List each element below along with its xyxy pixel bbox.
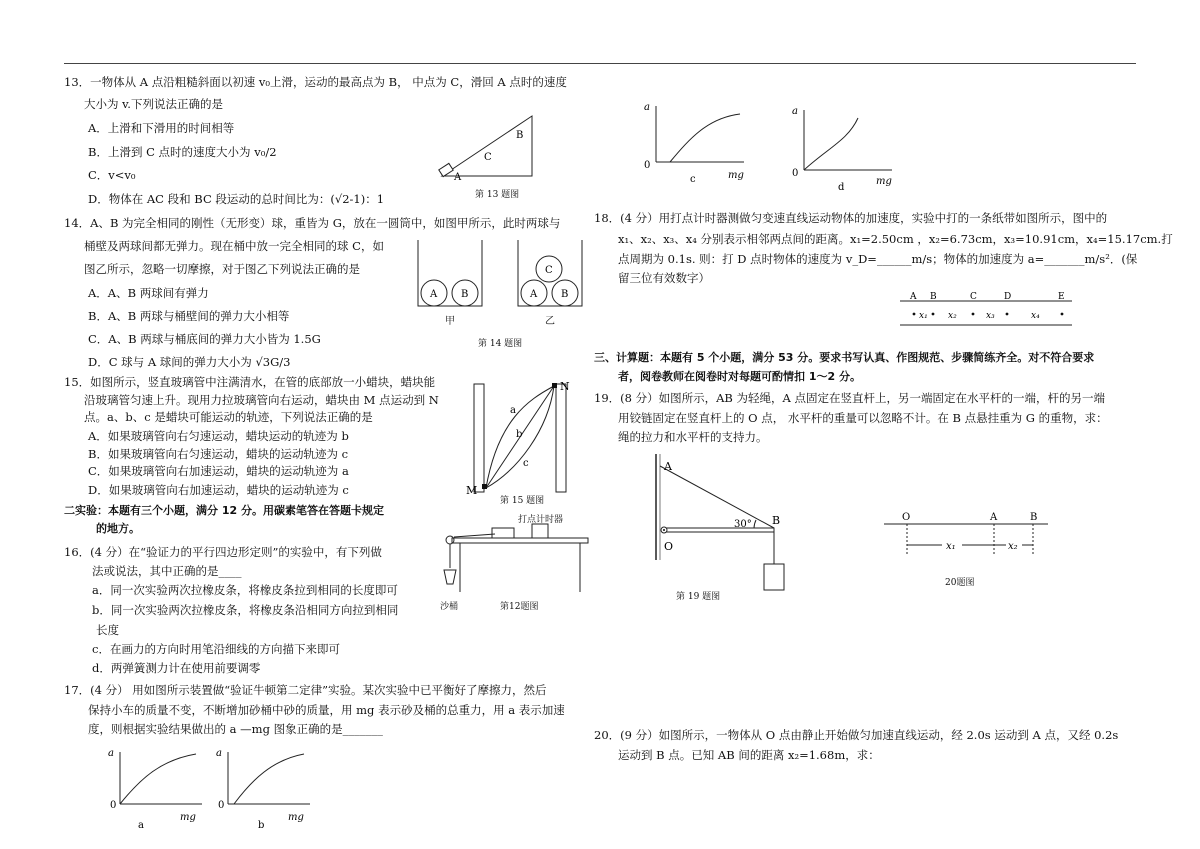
tape-point-b-label: B <box>930 292 937 302</box>
q14-line1: 14．A、B 为完全相同的刚性（无形变）球，重皆为 G，放在一圆筒中，如图甲所示，此时两球与 <box>64 216 561 230</box>
q17-line3: 度，则根据实验结果做出的 a —mg 图象正确的是_______ <box>88 722 383 736</box>
q19-line2: 用铰链固定在竖直杆上的 O 点， 水平杆的重量可以忽略不计。在 B 点悬挂重为 G 的重物，求： <box>618 411 1108 425</box>
q17-graph-c-origin: 0 <box>644 160 651 171</box>
q13-line1: 13．一物体从 A 点沿粗糙斜面以初速 v₀上滑，运动的最高点为 B， 中点为 C，滑回 A 点时的速度 <box>64 75 567 89</box>
q17-graph-d-caption: d <box>838 182 845 193</box>
q17-graph-a-xlabel: mg <box>180 812 196 823</box>
q17-line2: 保持小车的质量不变，不断增加砂桶中砂的质量，用 mg 表示砂及桶的总重力，用 a 表示加速 <box>88 703 565 717</box>
q16-option-b1: b．同一次实验两次拉橡皮条，将橡皮条沿相同方向拉到相同 <box>92 603 399 617</box>
q14-caption: 第 14 题图 <box>478 339 523 349</box>
q13-option-c: C．v<v₀ <box>88 168 136 182</box>
fig20-label-x1: x₁ <box>946 541 956 552</box>
q15-line1: 15．如图所示，竖直玻璃管中注满清水，在管的底部放一小蜡块，蜡块能 <box>64 375 436 389</box>
q15-option-d: D．如果玻璃管向右加速运动，蜡块的运动轨迹为 c <box>88 483 349 497</box>
q17-graph-b-xlabel: mg <box>288 812 304 823</box>
q15-label-n: N <box>560 380 570 393</box>
q14-fig-yi-a: A <box>530 289 538 300</box>
header-rule <box>64 63 1136 64</box>
tape-seg-x2: x₂ <box>948 311 957 321</box>
q17-graph-a-ylabel: a <box>108 748 114 759</box>
q17-graph-b-ylabel: a <box>216 748 222 759</box>
q13-option-a: A．上滑和下滑用的时间相等 <box>88 121 235 135</box>
q19-label-a: A <box>664 460 672 473</box>
q15-tube-figure <box>468 380 578 495</box>
tape-seg-x1: x₁ <box>919 311 928 321</box>
fig12-bucket-label: 沙桶 <box>440 602 459 612</box>
q19-line1: 19．(8 分）如图所示，AB 为轻绳，A 点固定在竖直杆上，另一端固定在水平杆的一端，杆的另一端 <box>594 391 1105 405</box>
q17-graph-a-caption: a <box>138 820 144 831</box>
q18-line1: 18．(4 分）用打点计时器测做匀变速直线运动物体的加速度，实验中打的一条纸带如图所示，图中的 <box>594 211 1108 225</box>
q17-graph-a-origin: 0 <box>110 800 117 811</box>
fig12-timer-label: 打点计时器 <box>518 515 564 525</box>
q19-line3: 绳的拉力和水平杆的支持力。 <box>618 430 768 444</box>
q18-line4: 留三位有效数字） <box>618 271 710 285</box>
q18-paper-tape <box>900 289 1080 331</box>
tape-seg-x4: x₄ <box>1031 311 1040 321</box>
tape-seg-x3: x₃ <box>986 311 995 321</box>
fig20-line-figure <box>882 510 1052 560</box>
q17-graph-c-ylabel: a <box>644 102 650 113</box>
q15-label-c: c <box>523 458 529 469</box>
section2-line2: 的地方。 <box>96 522 140 535</box>
q13-label-c: C <box>484 152 492 163</box>
q15-caption: 第 15 题图 <box>500 496 545 506</box>
q17-graph-b-caption: b <box>258 820 265 831</box>
q14-option-a: A．A、B 两球间有弹力 <box>88 286 209 300</box>
q14-fig-jia-b: B <box>461 289 469 300</box>
q13-caption: 第 13 题图 <box>475 190 520 200</box>
fig20-label-a: A <box>990 512 998 523</box>
q15-line2: 沿玻璃管匀速上升。现用力拉玻璃管向右运动，蜡块由 M 点运动到 N <box>84 393 439 407</box>
q16-option-a: a．同一次实验两次拉橡皮条，将橡皮条拉到相同的长度即可 <box>92 583 398 597</box>
q13-label-b: B <box>516 130 524 141</box>
q14-option-d: D．C 球与 A 球间的弹力大小为 √3G/3 <box>88 355 291 369</box>
q15-label-m: M <box>466 484 478 497</box>
q16-option-d: d．两弹簧测力计在使用前要调零 <box>92 661 261 675</box>
q19-label-o: O <box>664 540 674 553</box>
q17-graph-c-xlabel: mg <box>728 170 744 181</box>
q13-option-d: D．物体在 AC 段和 BC 段运动的总时间比为：(√2-1)：1 <box>88 192 385 206</box>
q17-graph-a <box>106 748 206 831</box>
fig12-caption: 第12题图 <box>500 602 539 612</box>
fig20-label-o: O <box>902 512 911 523</box>
section2-line1: 二实验：本题有三个小题，满分 12 分。用碳素笔答在答题卡规定 <box>64 504 384 517</box>
q17-graph-c-caption: c <box>690 174 696 185</box>
q14-fig-jia-a: A <box>430 289 438 300</box>
tape-point-c-label: C <box>970 292 977 302</box>
q16-line1: 16．(4 分）在“验证力的平行四边形定则”的实验中，有下列做 <box>64 545 382 559</box>
q19-caption: 第 19 题图 <box>676 592 721 602</box>
q16-option-c: c．在画力的方向时用笔沿细线的方向描下来即可 <box>92 642 340 656</box>
q15-label-b: b <box>516 429 523 440</box>
q15-line3: 点。a、b、c 是蜡块可能运动的轨迹，下列说法正确的是 <box>84 410 373 424</box>
q17-line1: 17．(4 分） 用如图所示装置做“验证牛顿第二定律”实验。某次实验中已平衡好了摩擦力，然后 <box>64 683 547 697</box>
q17-graph-d-origin: 0 <box>792 168 799 179</box>
q16-option-b2: 长度 <box>96 623 119 637</box>
q14-cylinders-figure <box>418 240 588 310</box>
q14-fig-yi-b: B <box>561 289 569 300</box>
q19-angle-label: 30° <box>734 519 752 530</box>
fig20-label-x2: x₂ <box>1008 541 1018 552</box>
q14-label-jia: 甲 <box>445 316 455 327</box>
q20-line2: 运动到 B 点。已知 AB 间的距离 x₂=1.68m，求： <box>618 748 880 762</box>
q15-label-a: a <box>510 405 516 416</box>
q17-graph-d-xlabel: mg <box>876 176 892 187</box>
q17-graph-d <box>788 104 898 192</box>
q15-option-b: B．如果玻璃管向右匀速运动，蜡块的运动轨迹为 c <box>88 447 349 461</box>
q17-graph-c <box>640 100 750 185</box>
q18-line3: 点周期为 0.1s. 则：打 D 点时物体的速度为 v_D=______m/s；物体的加速度为 a=_______m/s²．(保 <box>618 252 1138 266</box>
tape-point-e-label: E <box>1058 292 1065 302</box>
q20-line1: 20．(9 分）如图所示，一物体从 O 点由静止开始做匀加速直线运动，经 2.0s 运动到 A 点，又经 0.2s <box>594 728 1119 742</box>
q14-line2: 桶壁及两球间都无弹力。现在桶中放一完全相同的球 C，如 <box>84 239 384 253</box>
q15-option-c: C．如果玻璃管向右加速运动，蜡块的运动轨迹为 a <box>88 464 349 478</box>
fig20-label-b: B <box>1030 512 1038 523</box>
q17-graph-d-ylabel: a <box>792 106 798 117</box>
fig20-caption: 20题图 <box>945 578 975 588</box>
fig12-apparatus <box>440 522 590 597</box>
q14-line3: 图乙所示，忽略一切摩擦，对于图乙下列说法正确的是 <box>84 262 360 276</box>
tape-point-a-label: A <box>910 292 917 302</box>
q13-line2: 大小为 v.下列说法正确的是 <box>84 97 223 111</box>
q14-fig-yi-c: C <box>545 265 553 276</box>
q19-rope-rod-figure <box>650 452 800 597</box>
section3-line1: 三、计算题：本题有 5 个小题，满分 53 分。要求书写认真、作图规范、步骤简练齐全。对不符合要求 <box>594 351 1095 364</box>
tape-point-d-label: D <box>1004 292 1012 302</box>
q16-line2: 法或说法，其中正确的是____ <box>92 564 242 578</box>
q18-line2: x₁、x₂、x₃、x₄ 分别表示相邻两点间的距离。x₁=2.50cm ，x₂=6.73cm，x₃=10.91cm，x₄=15.17cm.打 <box>618 232 1173 246</box>
q19-label-b: B <box>772 514 781 527</box>
q13-label-a: A <box>454 172 462 183</box>
q15-option-a: A．如果玻璃管向右匀速运动，蜡块运动的轨迹为 b <box>88 429 349 443</box>
section3-line2: 者，阅卷教师在阅卷时对每题可酌情扣 1～2 分。 <box>618 370 861 383</box>
q17-graph-b-origin: 0 <box>218 800 225 811</box>
q14-option-c: C．A、B 两球与桶底间的弹力大小皆为 1.5G <box>88 332 321 346</box>
q17-graph-b <box>214 748 314 831</box>
q13-option-b: B．上滑到 C 点时的速度大小为 v₀/2 <box>88 145 277 159</box>
q14-option-b: B．A、B 两球与桶壁间的弹力大小相等 <box>88 309 290 323</box>
q13-incline-figure <box>434 108 544 188</box>
q14-label-yi: 乙 <box>545 316 555 327</box>
